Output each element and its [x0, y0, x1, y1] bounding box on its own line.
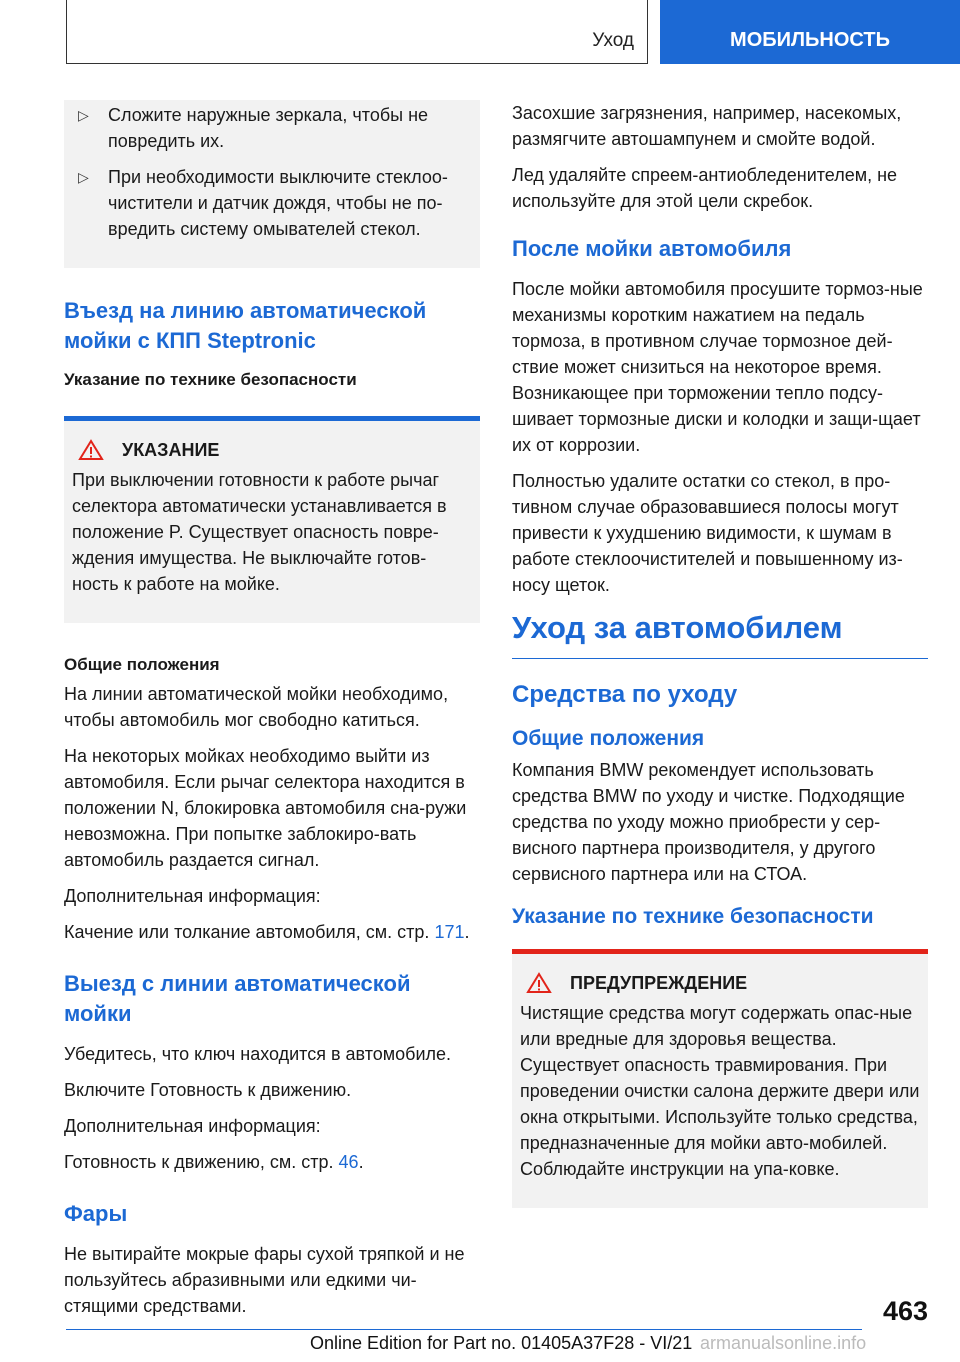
- bullet-text: При необходимости выключите стеклоо-чистители и датчик дождя, чтобы не по-вредить систему омывателей стекол.: [108, 167, 448, 239]
- chapter-title-vehicle-care: Уход за автомобилем: [512, 608, 928, 659]
- paragraph: Убедитесь, что ключ находится в автомобиле.: [64, 1044, 452, 1064]
- prep-bullets-box: [64, 100, 480, 268]
- section-title-wash-entry: Въезд на линию автоматической мойки с КПП Steptronic: [64, 298, 427, 353]
- subsection-title-general: Общие положения: [512, 727, 705, 750]
- footer-divider: [66, 1329, 862, 1330]
- list-item: [78, 164, 466, 242]
- paragraph: Готовность к движению, см. стр. 46.: [64, 1152, 364, 1172]
- paragraph: После мойки автомобиля просушите тормоз-ные механизмы коротким нажатием на педаль тормоза, в противном случае тормозное дей-ствие может снизиться на некоторое время. Возникающее при торможении тепло подсу-шивает тормозные диски и колодки и защи-щает их от коррозии.: [512, 279, 923, 455]
- warning-box: [512, 949, 928, 1208]
- warning-triangle-icon: [78, 439, 104, 461]
- section-title-wash-exit: Выезд с линии автоматической мойки: [64, 971, 411, 1026]
- right-column: [512, 100, 928, 1238]
- footer-edition: Online Edition for Part no. 01405A37F28 - VI/21: [310, 1333, 693, 1353]
- paragraph: На линии автоматической мойки необходимо, чтобы автомобиль мог свободно катиться.: [64, 684, 449, 730]
- warning-title: ПРЕДУПРЕЖДЕНИЕ: [570, 972, 748, 993]
- paragraph: Засохшие загрязнения, например, насекомых, размягчите автошампунем и смойте водой.: [512, 103, 902, 149]
- paragraph: На некоторых мойках необходимо выйти из автомобиля. Если рычаг селектора находится в положении N, блокировка автомобиля сна-ружи невозможна. При попытке заблокиро-вать автомобиль раздается сигнал.: [64, 746, 467, 870]
- section-title-after-wash: После мойки автомобиля: [512, 236, 792, 261]
- header-frame: [66, 0, 648, 64]
- subsection-title-safety: Указание по технике безопасности: [512, 905, 874, 928]
- left-column: [64, 100, 480, 1329]
- page-link-171[interactable]: 171: [434, 922, 465, 942]
- warning-text: Чистящие средства могут содержать опас-ные или вредные для здоровья вещества. Существует опасность травмирования. При проведении очистки салона держите двери или окна открытыми. Используйте только средства, предназначенные для мойки авто-мобилей. Соблюдайте инструкции на упа-ковке.: [520, 1003, 920, 1179]
- warning-triangle-icon: [526, 972, 552, 994]
- paragraph: Лед удаляйте спреем-антиобледенителем, не используйте для этой цели скребок.: [512, 165, 898, 211]
- header-chapter-tab: МОБИЛЬНОСТЬ: [660, 0, 960, 64]
- triangle-bullet-icon: ▷: [78, 107, 89, 123]
- paragraph-text: Готовность к движению, см. стр.: [64, 1152, 334, 1172]
- notice-box: [64, 416, 480, 623]
- page-link-46[interactable]: 46: [338, 1152, 359, 1172]
- section-title-care-products: Средства по уходу: [512, 681, 738, 708]
- triangle-bullet-icon: ▷: [78, 169, 89, 185]
- bullet-text: Сложите наружные зеркала, чтобы не повредить их.: [108, 105, 429, 151]
- paragraph: Компания BMW рекомендует использовать средства BMW по уходу и чистке. Подходящие средства по уходу можно приобрести у сер-висного партнера производителя, у другого сервисного партнера или на СТОА.: [512, 760, 905, 884]
- notice-text: При выключении готовности к работе рычаг селектора автоматически устанавливается в положение P. Существует опасность повре-ждения имущества. Не выключайте готов-ность к работе на мойке.: [72, 470, 447, 594]
- notice-title: УКАЗАНИЕ: [122, 439, 220, 460]
- paragraph: Качение или толкание автомобиля, см. стр. 171.: [64, 922, 470, 942]
- header-section-title: Уход: [592, 30, 634, 51]
- paragraph-text: Качение или толкание автомобиля, см. стр.: [64, 922, 430, 942]
- section-title-headlights: Фары: [64, 1201, 128, 1226]
- paragraph: Дополнительная информация:: [64, 886, 321, 906]
- general-heading: Общие положения: [64, 655, 220, 674]
- paragraph: Полностью удалите остатки со стекол, в про-тивном случае образовавшиеся полосы могут привести к ухудшению видимости, к шумам в работе стеклоочистителей и повышенному из-носу щеток.: [512, 471, 903, 595]
- paragraph: Дополнительная информация:: [64, 1116, 321, 1136]
- safety-heading: Указание по технике безопасности: [64, 370, 357, 389]
- page-number: 463: [882, 1296, 928, 1326]
- watermark-text: armanualsonline.info: [700, 1333, 867, 1353]
- paragraph: Не вытирайте мокрые фары сухой тряпкой и не пользуйтесь абразивными или едкими чи-стящими средствами.: [64, 1244, 465, 1316]
- list-item: [78, 102, 466, 154]
- paragraph: Включите Готовность к движению.: [64, 1080, 352, 1100]
